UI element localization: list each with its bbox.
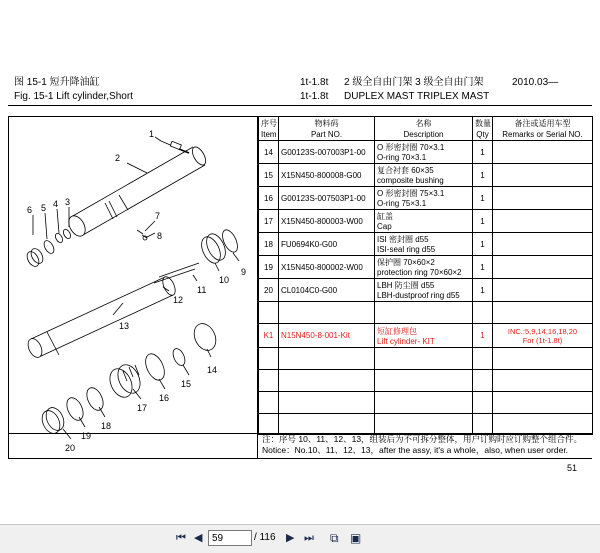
callout-13: 13 xyxy=(119,321,130,331)
callout-6: 6 xyxy=(27,205,33,215)
next-page-icon[interactable]: ▶ xyxy=(286,532,295,544)
callout-19: 19 xyxy=(81,431,92,441)
callout-5: 5 xyxy=(41,203,47,213)
callout-10: 10 xyxy=(219,275,230,285)
empty-row xyxy=(259,302,593,324)
callout-18: 18 xyxy=(101,421,112,431)
callout-14: 14 xyxy=(207,365,218,375)
footer-divider xyxy=(8,458,592,459)
table-row: 17 X15N450-800003-W00 缸盖 Cap 1 xyxy=(259,210,593,233)
callout-9: 9 xyxy=(241,267,247,277)
callout-7: 7 xyxy=(155,211,161,221)
previous-page-icon[interactable]: ◀ xyxy=(194,532,203,544)
header-remarks: 备注或适用车型 Remarks or Serial NO. xyxy=(493,117,593,141)
notice-text xyxy=(262,434,592,456)
callout-12: 12 xyxy=(173,295,184,305)
page-total: / 116 xyxy=(254,532,276,543)
table-row: 16 G00123S-007503P1-00 O 形密封圈 75×3.1 O-ring 75×3.1 1 xyxy=(259,187,593,210)
empty-row xyxy=(259,414,593,435)
header-part-no: 物料码 Part NO. xyxy=(279,117,375,141)
fit-page-icon[interactable]: ▣ xyxy=(350,531,362,545)
callout-11: 11 xyxy=(197,285,207,295)
empty-row xyxy=(259,392,593,414)
header-divider xyxy=(8,105,592,106)
revision-date: 2010.03— xyxy=(512,77,559,88)
notice-cn: 注：序号 10、11、12、13，组装后为不可拆分整体，用户订购时应订购整个组合件。 xyxy=(262,434,583,444)
page-number: 51 xyxy=(567,463,578,473)
table-row: 18 FU0694K0-G00 ISI 密封圈 d55 ISI-seal ring d55 1 xyxy=(259,233,593,256)
capacity-label: 1t-1.8t xyxy=(300,77,329,88)
page-number-input[interactable] xyxy=(208,530,252,546)
exploded-view-drawing xyxy=(8,116,258,459)
figure-title-cn: 图 15-1 短升降油缸 xyxy=(14,77,100,88)
table-row: 20 CL0104C0-G00 LBH 防尘圈 d55 LBH-dustproof ring d55 1 xyxy=(259,279,593,302)
copy-icon[interactable]: ⧉ xyxy=(330,531,339,545)
table-row: 15 X15N450-800008-G00 复合衬套 60×35 composite bushing 1 xyxy=(259,164,593,187)
table-header-row xyxy=(259,117,593,141)
callout-16: 16 xyxy=(159,393,170,403)
callout-4: 4 xyxy=(53,199,59,209)
first-page-icon[interactable]: ⏮ xyxy=(176,532,186,544)
empty-row xyxy=(259,348,593,370)
callout-20: 20 xyxy=(65,443,76,453)
callout-8: 8 xyxy=(157,231,163,241)
parts-table xyxy=(258,116,593,435)
cylinder-exploded-svg xyxy=(9,117,257,458)
table-row: 14 G00123S-007003P1-00 O 形密封圈 70×3.1 O-ring 70×3.1 1 xyxy=(259,141,593,164)
viewer-toolbar xyxy=(0,524,600,553)
notice-en: Notice：No.10、11、12、13，after the assy, it's a whole，also, when user order. xyxy=(262,445,569,455)
mast-type-en: DUPLEX MAST TRIPLEX MAST xyxy=(344,91,490,102)
last-page-icon[interactable]: ⏭ xyxy=(304,532,314,544)
capacity-label-2: 1t-1.8t xyxy=(300,91,329,102)
header-description: 名称 Description xyxy=(375,117,473,141)
header-qty: 数量 Qty xyxy=(473,117,493,141)
kit-row: K1 N15N450-8-001-Kit 短缸修理包 Lift cylinder- KIT 1 INC.:5,9,14,16,18,20 For (1t-1.8t) xyxy=(259,324,593,348)
table-row: 19 X15N450-800002-W00 保护圈 70×60×2 protection ring 70×60×2 1 xyxy=(259,256,593,279)
callout-1: 1 xyxy=(149,129,155,139)
header-item: 序号 Item xyxy=(259,117,279,141)
callout-2: 2 xyxy=(115,153,121,163)
empty-row xyxy=(259,370,593,392)
mast-type-cn: 2 级全自由门架 3 级全自由门架 xyxy=(344,77,484,88)
callout-17: 17 xyxy=(137,403,148,413)
figure-title-en: Fig. 15-1 Lift cylinder,Short xyxy=(14,91,133,102)
callout-3: 3 xyxy=(65,197,71,207)
callout-15: 15 xyxy=(181,379,192,389)
